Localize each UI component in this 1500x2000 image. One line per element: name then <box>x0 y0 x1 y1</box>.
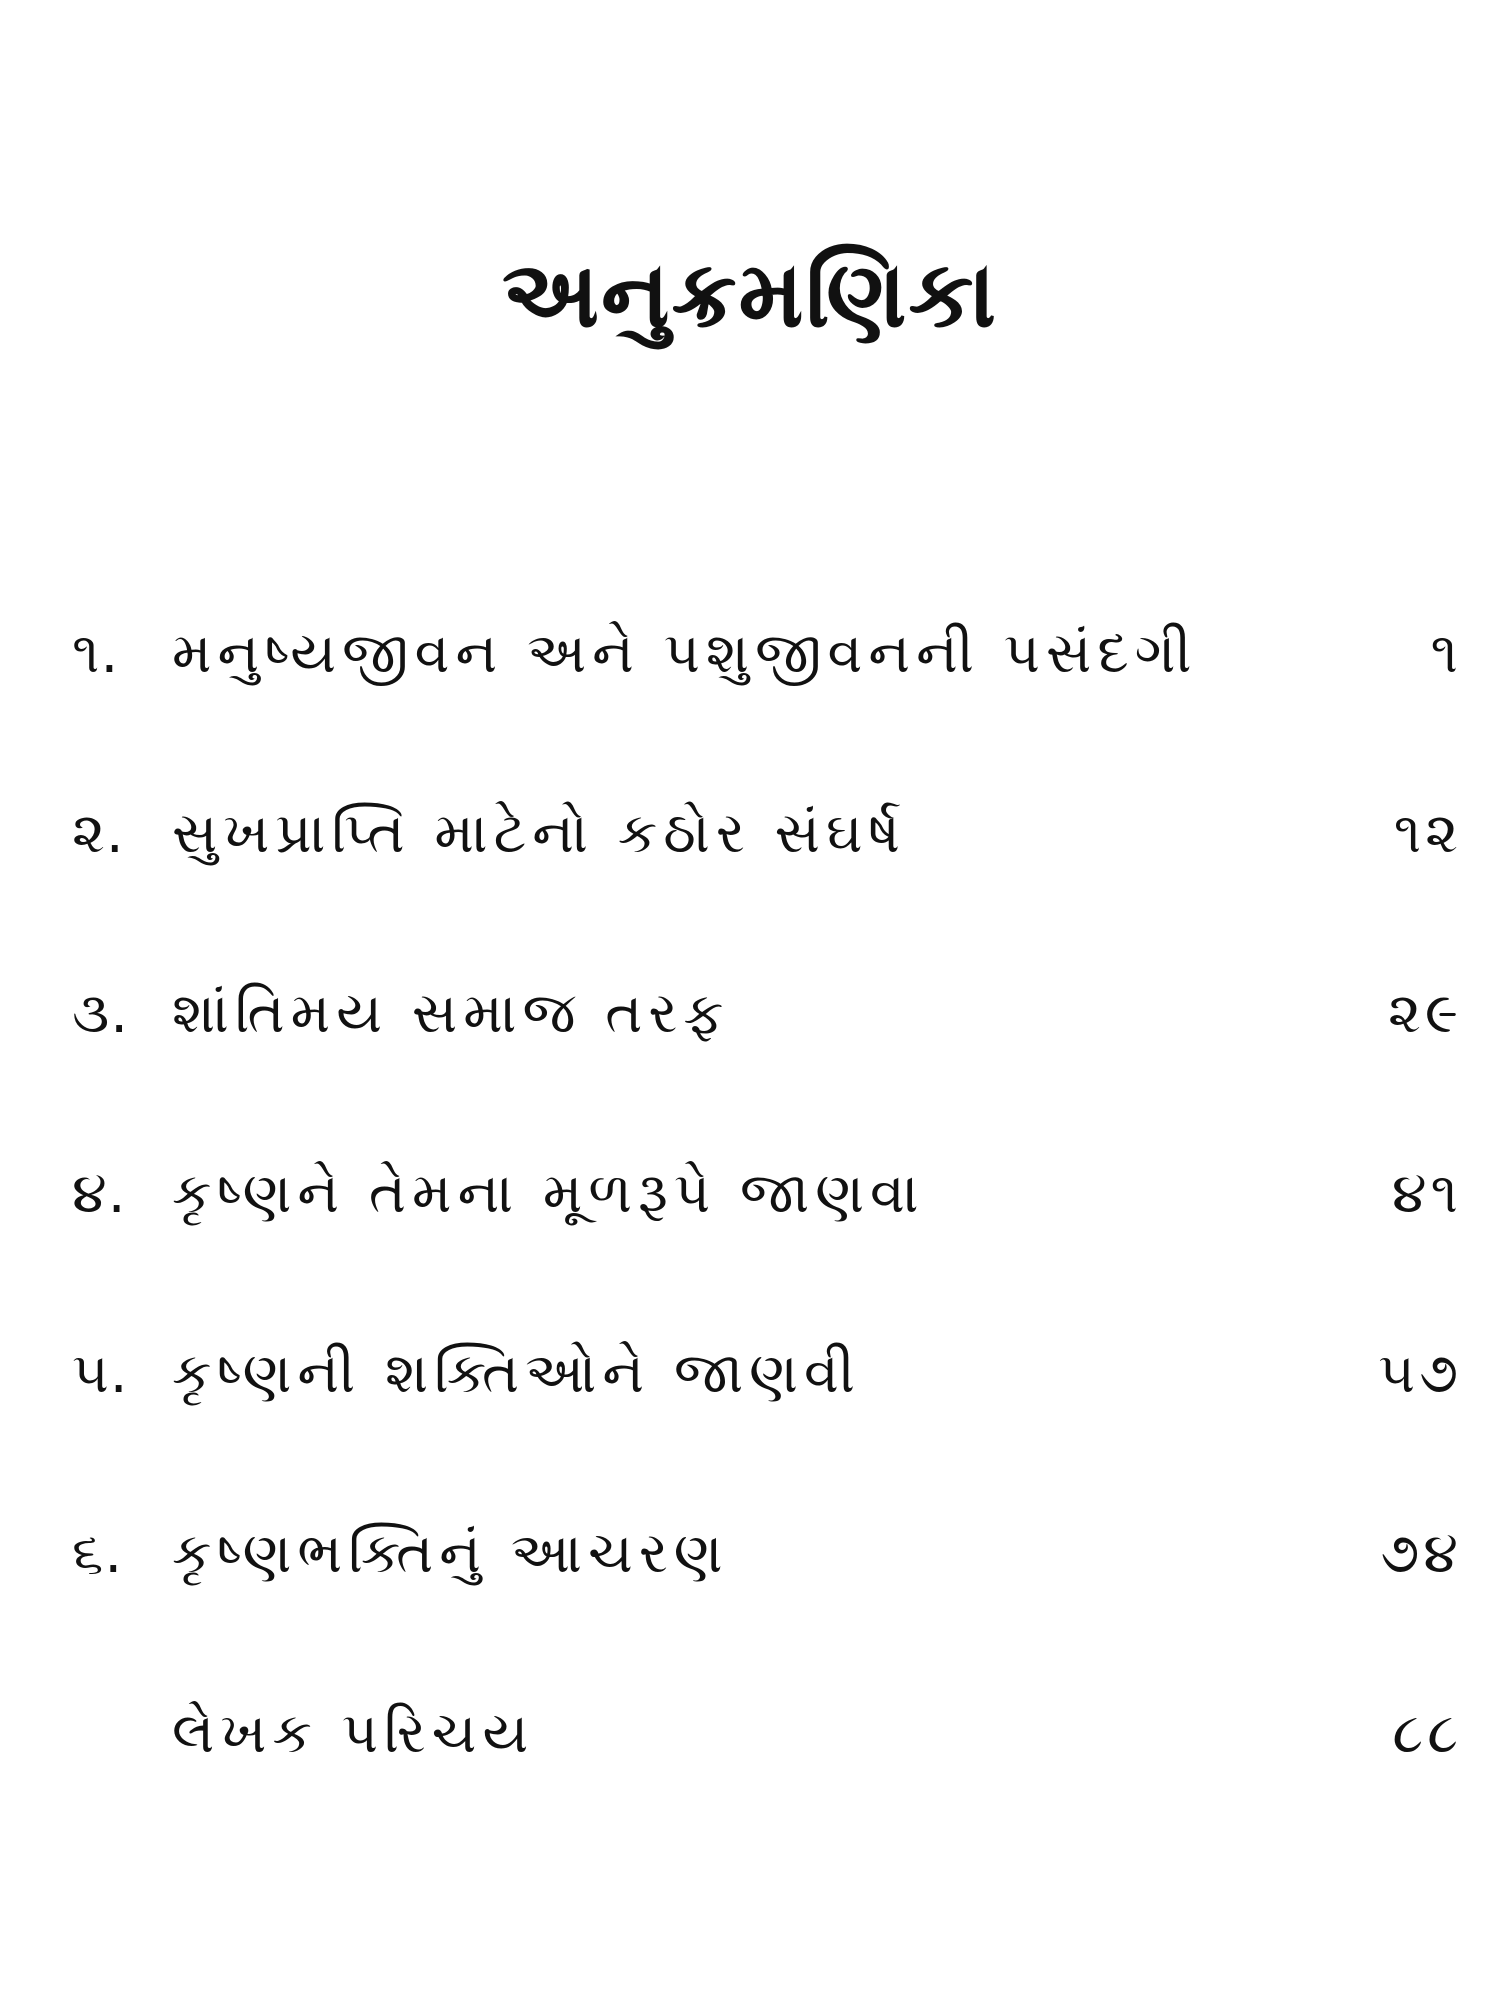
toc-entry-title: સુખપ્રાપ્તિ માટેનો કઠોર સંઘર્ષ <box>172 801 906 866</box>
toc-entry-number: ૫. <box>72 1341 129 1406</box>
page-title: અનુક્રમણિકા <box>501 241 998 348</box>
toc-entry <box>72 1338 1462 1518</box>
toc-entry <box>72 1518 1462 1698</box>
toc-entry-title: મનુષ્યજીવન અને પશુજીવનની પસંદગી <box>172 621 1198 686</box>
toc-entry-number: ૨. <box>72 801 125 866</box>
toc-entry-title: કૃષ્ણભક્તિનું આચરણ <box>172 1521 729 1586</box>
toc-entry-number: ૩. <box>72 981 130 1046</box>
toc-entry-page: ૭૪ <box>1380 1521 1462 1586</box>
toc-entry-number: ૪. <box>72 1161 127 1226</box>
toc-entry-page: ૮૮ <box>1392 1701 1462 1766</box>
toc-entry <box>72 618 1462 798</box>
toc-entry-page: ૨૯ <box>1387 981 1462 1046</box>
table-of-contents <box>72 618 1462 1878</box>
toc-entry-author-intro <box>72 1698 1462 1878</box>
toc-entry-page: ૫૭ <box>1378 1341 1462 1406</box>
toc-entry-title: લેખક પરિચય <box>172 1701 535 1766</box>
toc-entry-page: ૪૧ <box>1391 1161 1462 1226</box>
toc-entry <box>72 1158 1462 1338</box>
toc-entry <box>72 798 1462 978</box>
toc-entry-title: કૃષ્ણની શક્તિઓને જાણવી <box>172 1341 861 1406</box>
toc-entry-number: ૬. <box>72 1521 124 1586</box>
toc-entry-page: ૧૨ <box>1393 801 1462 866</box>
toc-entry-page: ૧ <box>1430 621 1462 686</box>
toc-entry-title: શાંતિમય સમાજ તરફ <box>172 981 730 1046</box>
toc-entry <box>72 978 1462 1158</box>
toc-entry-title: કૃષ્ણને તેમના મૂળરૂપે જાણવા <box>172 1161 925 1226</box>
toc-entry-number: ૧. <box>72 621 120 686</box>
